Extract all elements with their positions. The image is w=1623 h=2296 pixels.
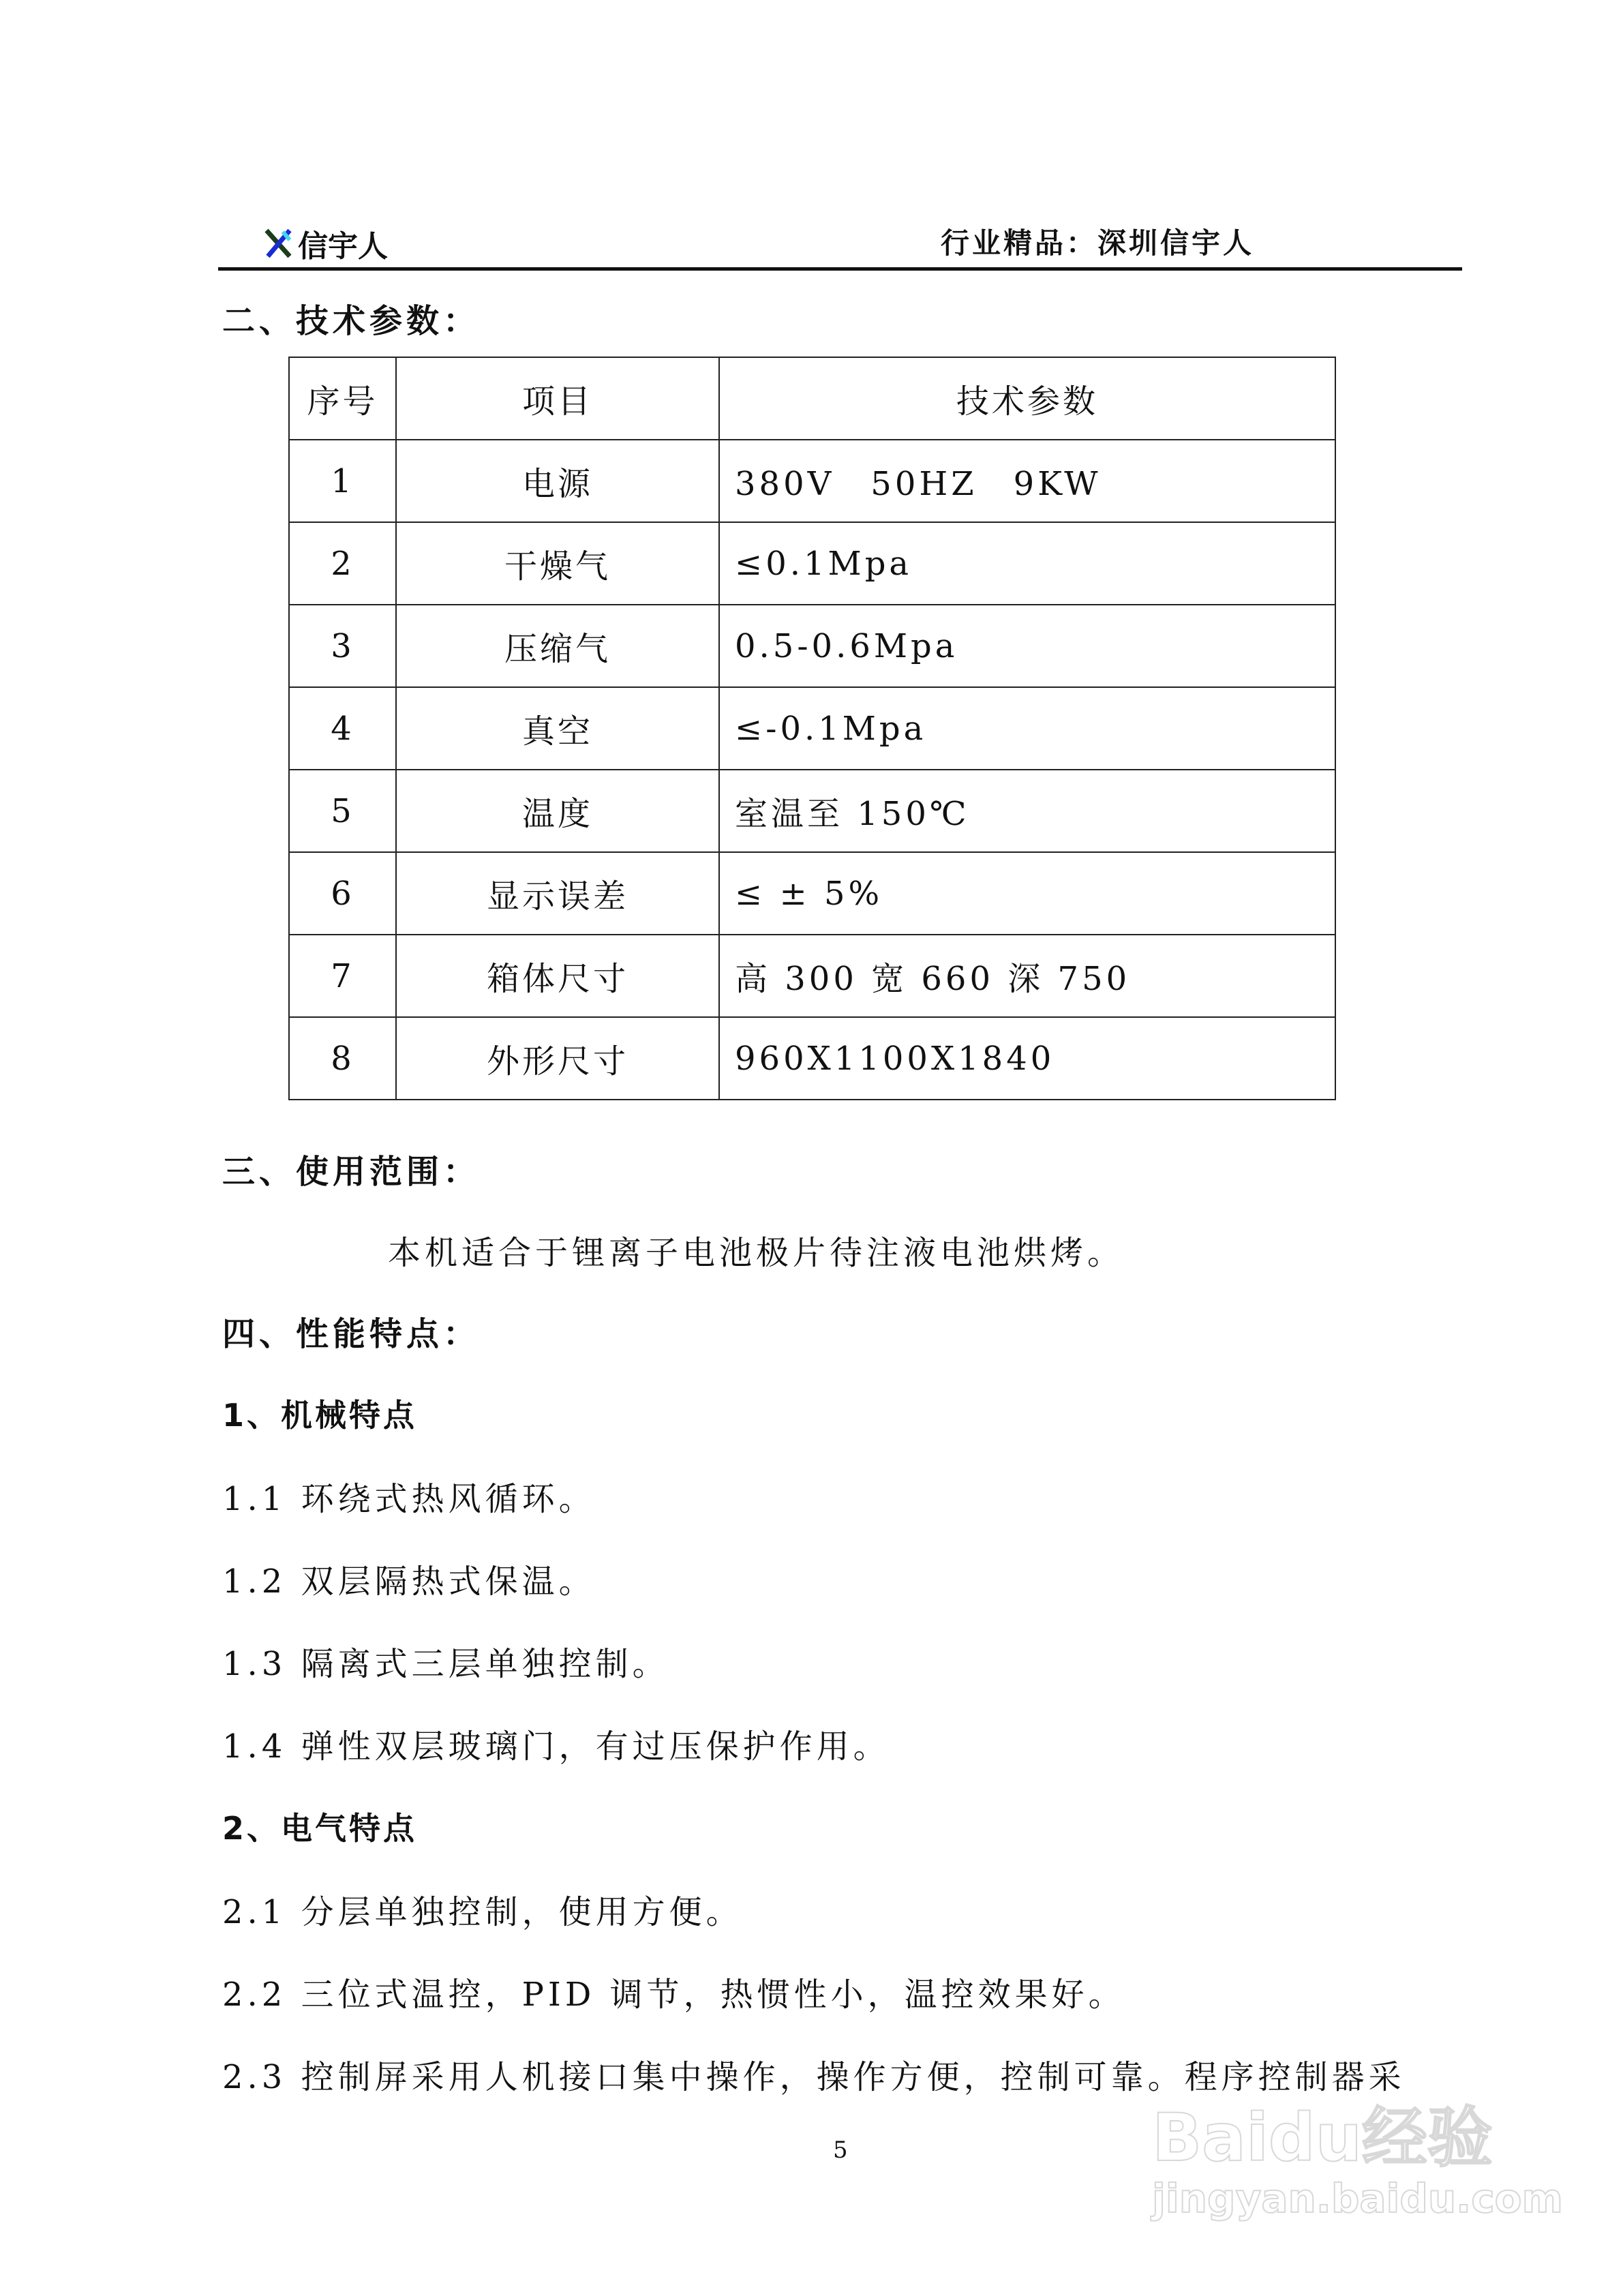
row-no: 6: [289, 852, 396, 935]
logo-icon: [262, 226, 294, 260]
row-no: 8: [289, 1017, 396, 1100]
row-value: 高 300 宽 660 深 750: [719, 935, 1335, 1017]
row-item: 电源: [396, 440, 719, 522]
header-item: 项目: [396, 357, 719, 440]
spec-table: [288, 357, 1336, 1100]
table-row: [289, 770, 1335, 852]
header-value: 技术参数: [719, 357, 1335, 440]
row-no: 7: [289, 935, 396, 1017]
logo-text: 信宇人: [298, 229, 388, 264]
feature-line: 2.2 三位式温控，PID 调节，热惯性小，温控效果好。: [222, 1976, 1125, 2014]
row-value: 960X1100X1840: [719, 1017, 1335, 1100]
row-item: 压缩气: [396, 605, 719, 687]
header-tagline: 行业精品：深圳信宇人: [941, 226, 1255, 260]
header-divider: [218, 267, 1462, 271]
table-row: [289, 935, 1335, 1017]
feature-line: 1.1 环绕式热风循环。: [222, 1480, 596, 1518]
row-item: 箱体尺寸: [396, 935, 719, 1017]
row-value: 室温至 150℃: [719, 770, 1335, 852]
baidu-watermark: [1152, 2086, 1563, 2222]
header-logo: [262, 222, 388, 265]
table-row: [289, 687, 1335, 770]
row-item: 显示误差: [396, 852, 719, 935]
scope-text: 本机适合于锂离子电池极片待注液电池烘烤。: [388, 1234, 1125, 1272]
watermark-brand: Baidu经验: [1152, 2100, 1493, 2176]
row-value: 0.5-0.6Mpa: [719, 605, 1335, 687]
row-value: ≤0.1Mpa: [719, 522, 1335, 605]
table-row: [289, 852, 1335, 935]
feature-line: 2.3 控制屏采用人机接口集中操作，操作方便，控制可靠。程序控制器采: [222, 2058, 1406, 2096]
table-row: [289, 1017, 1335, 1100]
header-no: 序号: [289, 357, 396, 440]
row-item: 真空: [396, 687, 719, 770]
row-no: 1: [289, 440, 396, 522]
row-no: 3: [289, 605, 396, 687]
table-row: [289, 522, 1335, 605]
row-no: 2: [289, 522, 396, 605]
row-item: 外形尺寸: [396, 1017, 719, 1100]
table-row: [289, 440, 1335, 522]
row-item: 温度: [396, 770, 719, 852]
table-row: [289, 605, 1335, 687]
row-value: ≤-0.1Mpa: [719, 687, 1335, 770]
row-item: 干燥气: [396, 522, 719, 605]
row-value: 380V 50HZ 9KW: [719, 440, 1335, 522]
watermark-url: jingyan.baidu.com: [1152, 2175, 1563, 2222]
row-no: 4: [289, 687, 396, 770]
table-header-row: [289, 357, 1335, 440]
feature-subheading: 2、电气特点: [222, 1810, 418, 1847]
feature-line: 1.3 隔离式三层单独控制。: [222, 1645, 669, 1683]
row-value: ≤ ± 5%: [719, 852, 1335, 935]
row-no: 5: [289, 770, 396, 852]
section-title-specs: 二、技术参数：: [222, 302, 481, 340]
section-title-scope: 三、使用范围：: [222, 1153, 481, 1191]
feature-subheading: 1、机械特点: [222, 1397, 418, 1434]
feature-line: 2.1 分层单独控制，使用方便。: [222, 1893, 743, 1931]
page-number: 5: [833, 2136, 848, 2164]
section-title-features: 四、性能特点：: [222, 1315, 481, 1353]
feature-line: 1.4 弹性双层玻璃门，有过压保护作用。: [222, 1727, 890, 1766]
feature-line: 1.2 双层隔热式保温。: [222, 1562, 596, 1601]
